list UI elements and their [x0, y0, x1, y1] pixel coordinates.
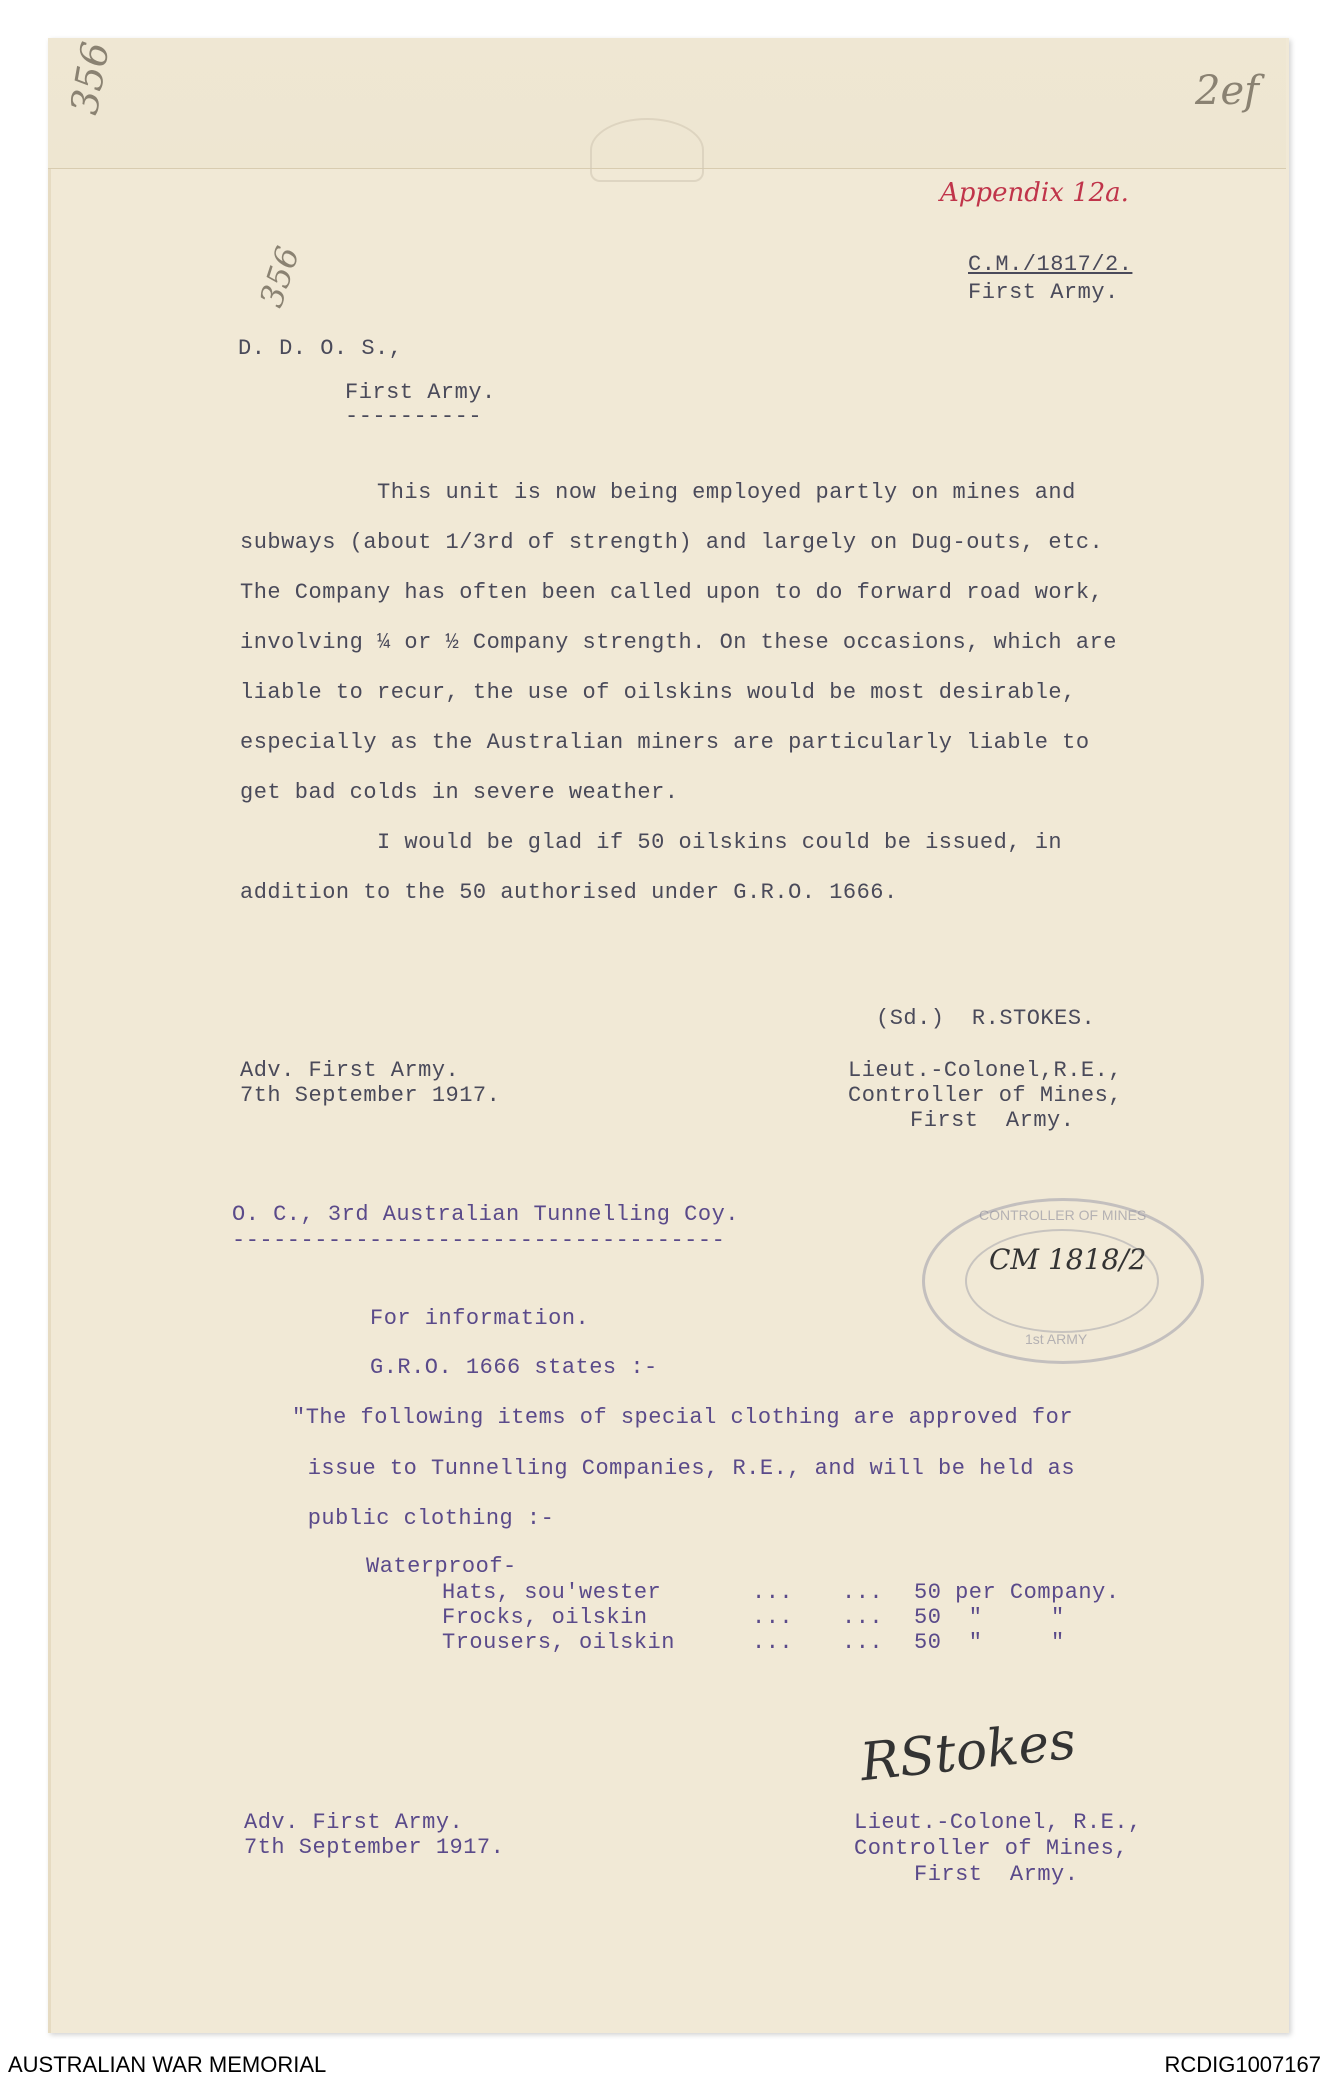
quote-line: public clothing :-	[294, 1506, 555, 1531]
body-line: get bad colds in severe weather.	[240, 780, 679, 805]
item-name: Frocks, oilskin	[442, 1605, 648, 1630]
item-quantity: 50 " "	[914, 1630, 1065, 1655]
item-dots: ...	[842, 1580, 884, 1605]
waterproof-heading: Waterproof-	[366, 1554, 517, 1579]
body-line: I would be glad if 50 oilskins could be issued, in	[240, 830, 1063, 855]
info-line1: For information.	[370, 1306, 590, 1331]
pencil-mark-top-left: 356	[62, 38, 118, 118]
item-quantity: 50 per Company.	[914, 1580, 1120, 1605]
reference-number: C.M./1817/2.	[968, 252, 1133, 277]
stamp-top-text: CONTROLLER OF MINES	[979, 1207, 1147, 1223]
second-date: 7th September 1917.	[244, 1835, 505, 1860]
second-title3: First Army.	[914, 1862, 1079, 1887]
item-dots: ...	[842, 1630, 884, 1655]
body-line: liable to recur, the use of oilskins would be most desirable,	[240, 680, 1076, 705]
document-sheet	[48, 38, 1289, 2033]
addressee-line2: First Army.	[345, 380, 496, 405]
info-line2: G.R.O. 1666 states :-	[370, 1355, 658, 1380]
pencil-mark-top-right: 2ef	[1195, 68, 1259, 114]
body-line: especially as the Australian miners are particularly liable to	[240, 730, 1090, 755]
item-dots: ...	[752, 1605, 794, 1630]
addressee-line1: D. D. O. S.,	[238, 336, 403, 361]
item-quantity: 50 " "	[914, 1605, 1065, 1630]
body-line: The Company has often been called upon to do forward road work,	[240, 580, 1104, 605]
first-title3: First Army.	[910, 1108, 1075, 1133]
body-line: subways (about 1/3rd of strength) and largely on Dug-outs, etc.	[240, 530, 1104, 555]
stamp-bottom-text: 1st ARMY	[1025, 1331, 1088, 1347]
second-addressee-underline: ------------------------------------	[232, 1228, 726, 1253]
embossed-seal	[590, 118, 704, 182]
body-line: addition to the 50 authorised under G.R.O. 1666.	[240, 880, 898, 905]
item-name: Trousers, oilskin	[442, 1630, 675, 1655]
addressee-underline: ----------	[345, 404, 483, 429]
first-title2: Controller of Mines,	[848, 1083, 1123, 1108]
controller-of-mines-stamp	[922, 1198, 1204, 1364]
second-title1: Lieut.-Colonel, R.E.,	[854, 1810, 1142, 1835]
item-name: Hats, sou'wester	[442, 1580, 662, 1605]
handwritten-signature: RStokes	[857, 1710, 1079, 1794]
pencil-ref-number: 356	[252, 241, 308, 312]
footer-record-id: RCDIG1007167	[1164, 2052, 1321, 2077]
body-line: involving ¼ or ½ Company strength. On these occasions, which are	[240, 630, 1117, 655]
first-date: 7th September 1917.	[240, 1083, 501, 1108]
footer-archive-name: AUSTRALIAN WAR MEMORIAL	[8, 2052, 327, 2077]
signed-line: (Sd.) R.STOKES.	[876, 1006, 1096, 1031]
stamp-handwritten-number: CM 1818/2	[989, 1243, 1147, 1276]
second-place: Adv. First Army.	[244, 1810, 464, 1835]
item-dots: ...	[752, 1630, 794, 1655]
body-line: This unit is now being employed partly on mines and	[240, 480, 1076, 505]
first-place: Adv. First Army.	[240, 1058, 460, 1083]
item-dots: ...	[752, 1580, 794, 1605]
first-title1: Lieut.-Colonel,R.E.,	[848, 1058, 1123, 1083]
second-addressee: O. C., 3rd Australian Tunnelling Coy.	[232, 1202, 739, 1227]
reference-unit: First Army.	[968, 280, 1119, 305]
item-dots: ...	[842, 1605, 884, 1630]
quote-line: issue to Tunnelling Companies, R.E., and will be held as	[294, 1456, 1076, 1481]
second-title2: Controller of Mines,	[854, 1836, 1129, 1861]
appendix-note: Appendix 12a.	[940, 178, 1129, 208]
quote-line: "The following items of special clothing are approved for	[292, 1405, 1074, 1430]
